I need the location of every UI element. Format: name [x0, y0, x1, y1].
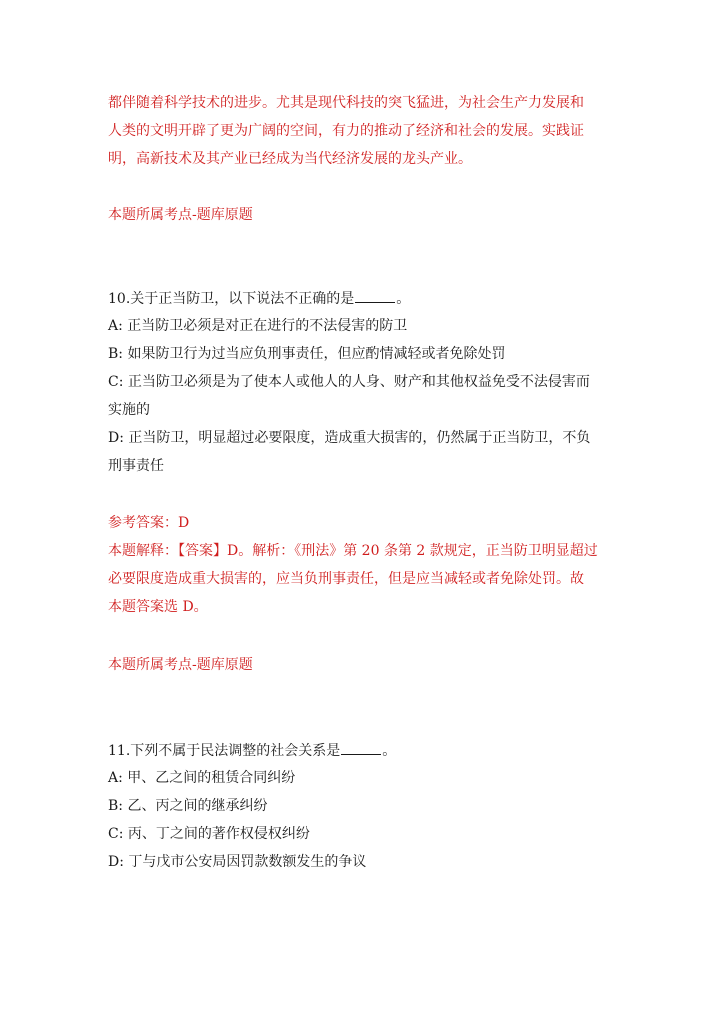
- q11-answer-blank: [341, 740, 381, 755]
- q10-answer-blank: [355, 288, 395, 303]
- q11-option-a: A: 甲、乙之间的租赁合同纠纷: [108, 770, 296, 786]
- intro-line-2: 人类的文明开辟了更为广阔的空间，有力的推动了经济和社会的发展。实践证: [108, 123, 584, 139]
- q10-option-c-line-2: 实施的: [108, 402, 150, 418]
- q10-explanation-line-3: 本题答案选 D。: [108, 599, 208, 615]
- intro-line-3: 明，高新技术及其产业已经成为当代经济发展的龙头产业。: [108, 151, 472, 167]
- q10-option-d-line-2: 刑事责任: [108, 458, 164, 474]
- q10-explanation-line-2: 必要限度造成重大损害的，应当负刑事责任，但是应当减轻或者免除处罚。故: [108, 571, 584, 587]
- q10-option-c-line-1: C: 正当防卫必须是为了使本人或他人的人身、财产和其他权益免受不法侵害而: [108, 374, 590, 390]
- q11-option-c: C: 丙、丁之间的著作权侵权纠纷: [108, 826, 310, 842]
- intro-source: 本题所属考点-题库原题: [108, 207, 253, 223]
- intro-line-1: 都伴随着科学技术的进步。尤其是现代科技的突飞猛进，为社会生产力发展和: [108, 95, 584, 111]
- q10-option-b: B: 如果防卫行为过当应负刑事责任，但应酌情减轻或者免除处罚: [108, 346, 506, 362]
- q10-option-d-line-1: D: 正当防卫，明显超过必要限度，造成重大损害的，仍然属于正当防卫，不负: [108, 430, 591, 446]
- q11-stem: [108, 740, 396, 761]
- q11-stem-suffix: 。: [382, 743, 397, 759]
- q10-stem-suffix: 。: [396, 291, 411, 307]
- q11-option-d: D: 丁与戊市公安局因罚款数额发生的争议: [108, 854, 367, 870]
- q10-stem-prefix: 10.关于正当防卫，以下说法不正确的是: [108, 291, 355, 307]
- q11-option-b: B: 乙、丙之间的继承纠纷: [108, 798, 268, 814]
- q10-reference-answer: 参考答案：D: [108, 515, 190, 531]
- q10-stem: [108, 288, 410, 309]
- q11-stem-prefix: 11.下列不属于民法调整的社会关系是: [108, 743, 341, 759]
- q10-option-a: A: 正当防卫必须是对正在进行的不法侵害的防卫: [108, 318, 408, 334]
- q10-explanation-line-1: 本题解释：【答案】D。解析：《刑法》第 20 条第 2 款规定，正当防卫明显超过: [108, 543, 598, 559]
- q10-source: 本题所属考点-题库原题: [108, 657, 253, 673]
